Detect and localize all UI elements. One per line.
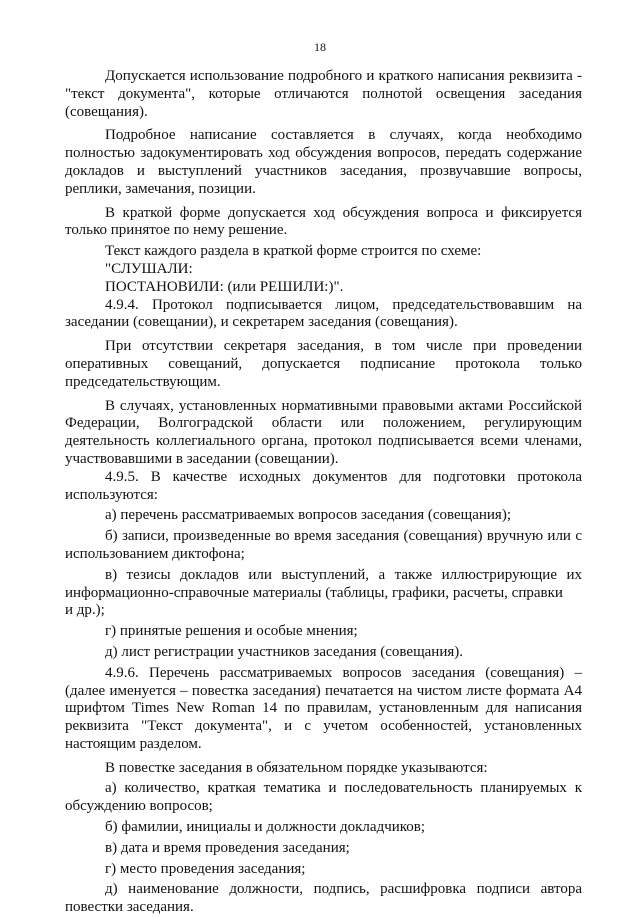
list-item-a: а) перечень рассматриваемых вопросов заседания (совещания); — [105, 507, 511, 524]
section-4-9-5: 4.9.5. В качестве исходных документов для подготовки протокола используются: — [65, 468, 582, 503]
agenda-item-b: б) фамилии, инициалы и должности докладчиков; — [105, 819, 426, 836]
document-body — [65, 68, 582, 917]
scheme-line-resolved: ПОСТАНОВИЛИ: (или РЕШИЛИ:)". — [105, 278, 344, 295]
page-number: 18 — [314, 40, 326, 54]
paragraph-no-secretary: При отсутствии секретаря заседания, в том числе при проведении оперативных совещаний, допускается подписание протокола только председательствующим. — [65, 338, 582, 390]
paragraph-scheme-intro: Текст каждого раздела в краткой форме строится по схеме: — [105, 243, 482, 260]
paragraph-collegial-signing: В случаях, установленных нормативными правовыми актами Российской Федерации, Волгоградской области или положением, регулирующим деятельность коллегиального органа, протокол подписывается всеми членами, участвовавшими в заседании (совещании). — [65, 397, 582, 467]
section-4-9-4: 4.9.4. Протокол подписывается лицом, председательствовавшим на заседании (совещании), и секретарем заседания (совещания). — [65, 296, 582, 331]
paragraph-text-variants: Допускается использование подробного и краткого написания реквизита - "текст документа", которые отличаются полнотой освещения заседания (совещания). — [65, 68, 582, 120]
agenda-item-v: в) дата и время проведения заседания; — [105, 839, 350, 856]
scheme-line-listened: "СЛУШАЛИ: — [105, 260, 193, 277]
agenda-item-d: д) наименование должности, подпись, расшифровка подписи автора повестки заседания. — [65, 881, 582, 916]
agenda-item-a: а) количество, краткая тематика и последовательность планируемых к обсуждению вопросов; — [65, 780, 582, 815]
list-item-v-continuation: и др.); — [65, 602, 105, 619]
agenda-item-g: г) место проведения заседания; — [105, 860, 306, 877]
list-item-b: б) записи, произведенные во время заседания (совещания) вручную или с использованием диктофона; — [65, 528, 582, 562]
paragraph-short-form: В краткой форме допускается ход обсуждения вопроса и фиксируется только принятое по нему решение. — [65, 204, 582, 239]
list-item-g: г) принятые решения и особые мнения; — [105, 623, 358, 640]
paragraph-agenda-required: В повестке заседания в обязательном порядке указываются: — [105, 759, 488, 776]
section-4-9-6: 4.9.6. Перечень рассматриваемых вопросов заседания (совещания) – (далее именуется – повестка заседания) печатается на чистом листе формата А4 шрифтом Times New Roman 14 по правилам, установленным для написания реквизита "Текст документа", и с учетом особенностей, установленных настоящим разделом. — [65, 664, 582, 752]
list-item-v: в) тезисы докладов или выступлений, а также иллюстрирующие их информационно-справочные материалы (таблицы, графики, расчеты, справки — [65, 566, 582, 601]
paragraph-detailed-form: Подробное написание составляется в случаях, когда необходимо полностью задокументировать ход обсуждения вопросов, передать содержание докладов и выступлений участников заседания, прозвучавшие вопросы, реплики, замечания, позиции. — [65, 127, 582, 197]
list-item-d: д) лист регистрации участников заседания (совещания). — [105, 643, 463, 660]
